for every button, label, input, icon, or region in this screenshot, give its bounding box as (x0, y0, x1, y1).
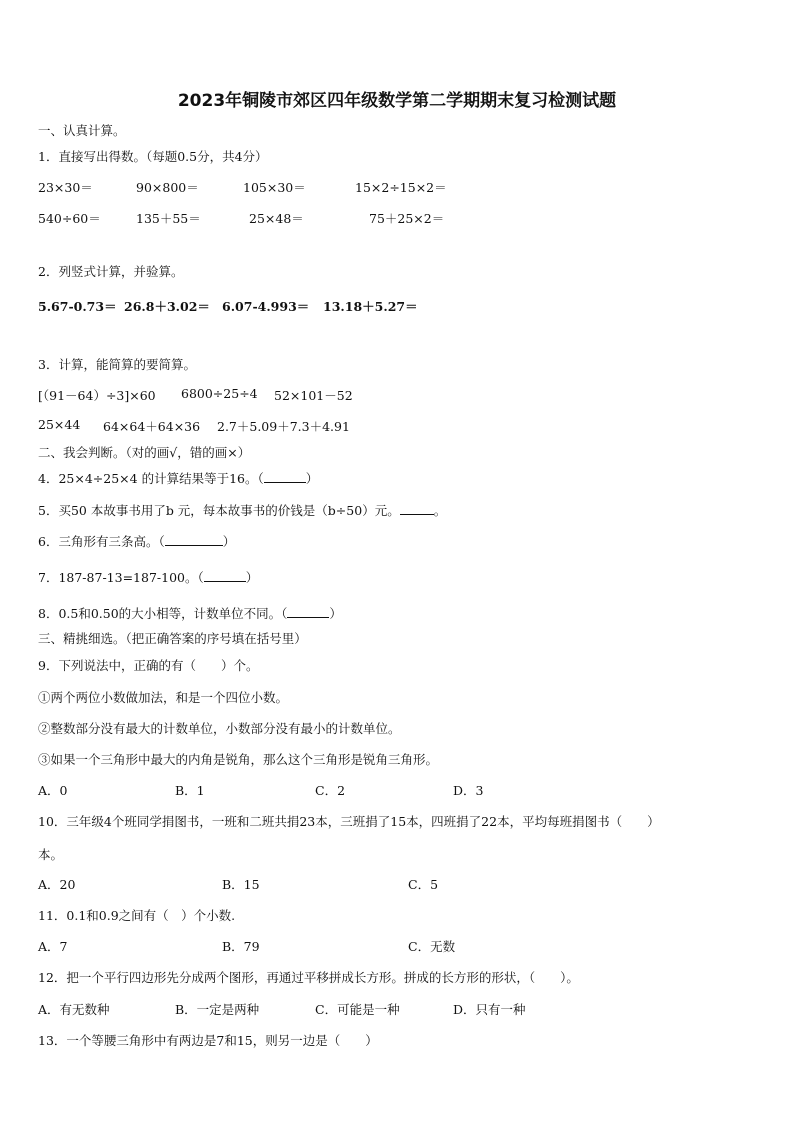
q9-option-d[interactable]: D．3 (453, 783, 484, 798)
question-13-label: 13．一个等腰三角形中有两边是7和15，则另一边是（ ） (38, 1033, 378, 1048)
q1-item: 23×30＝ (38, 180, 93, 195)
q3-item: 52×101－52 (274, 388, 353, 403)
q1-item: 540÷60＝ (38, 211, 101, 226)
question-5-end: 。 (433, 503, 447, 518)
q9-option-c[interactable]: C．2 (315, 783, 346, 798)
question-1-label: 1．直接写出得数。（每题0.5分，共4分） (38, 149, 268, 164)
page-title: 2023年铜陵市郊区四年级数学第二学期期末复习检测试题 (177, 91, 617, 111)
q10-option-c[interactable]: C．5 (408, 877, 439, 892)
q10-option-a[interactable]: A．20 (38, 877, 76, 892)
question-11-label: 11．0.1和0.9之间有（ ）个小数. (38, 908, 236, 923)
answer-blank[interactable] (287, 617, 329, 618)
question-10-label: 10．三年级4个班同学捐图书，一班和二班共捐23本，三班捐了15本，四班捐了22本，平均每班捐图书（ ） (38, 814, 660, 829)
q3-item: 25×44 (38, 417, 81, 432)
q1-item: 135＋55＝ (136, 211, 201, 226)
q1-item: 15×2÷15×2＝ (355, 180, 447, 195)
question-8-end: ） (329, 606, 342, 621)
question-6-end: ） (222, 534, 236, 549)
question-3-label: 3．计算，能简算的要简算。 (38, 357, 196, 372)
question-7-text: 7．187-87-13=187-100。（ (38, 570, 204, 585)
q1-item: 75＋25×2＝ (369, 211, 445, 226)
q11-option-c[interactable]: C．无数 (408, 939, 456, 954)
answer-blank[interactable] (165, 545, 223, 546)
question-8-text: 8．0.5和0.50的大小相等，计数单位不同。（ (38, 606, 288, 621)
q10-option-b[interactable]: B．15 (222, 877, 260, 892)
question-4 (38, 469, 318, 487)
q9-option-b[interactable]: B．1 (175, 783, 205, 798)
q3-item: 2.7＋5.09＋7.3＋4.91 (217, 419, 350, 434)
q9-statement-3: ③如果一个三角形中最大的内角是锐角，那么这个三角形是锐角三角形。 (38, 752, 439, 767)
answer-blank[interactable] (264, 482, 306, 483)
question-12-label: 12．把一个平行四边形先分成两个图形，再通过平移拼成长方形。拼成的长方形的形状，（ ）。 (38, 970, 579, 985)
section-1-heading: 一、认真计算。 (38, 123, 126, 138)
q12-option-a[interactable]: A．有无数种 (38, 1002, 110, 1017)
q9-statement-2: ②整数部分没有最大的计数单位，小数部分没有最小的计数单位。 (38, 721, 401, 736)
question-2-label: 2．列竖式计算，并验算。 (38, 264, 184, 279)
q1-item: 25×48＝ (249, 211, 304, 226)
answer-blank[interactable] (204, 581, 246, 582)
question-6-text: 6．三角形有三条高。（ (38, 534, 165, 549)
question-7 (38, 568, 258, 586)
q11-option-b[interactable]: B．79 (222, 939, 260, 954)
question-5-text: 5．买50 本故事书用了b 元，每本故事书的价钱是（b÷50）元。 (38, 503, 400, 518)
section-3-heading: 三、精挑细选。（把正确答案的序号填在括号里） (38, 631, 307, 646)
question-9-label: 9．下列说法中，正确的有（ ）个。 (38, 658, 259, 673)
q12-option-d[interactable]: D．只有一种 (453, 1002, 526, 1017)
q3-item: 6800÷25÷4 (181, 386, 258, 401)
question-6 (38, 532, 235, 550)
q12-option-c[interactable]: C．可能是一种 (315, 1002, 400, 1017)
q11-option-a[interactable]: A．7 (38, 939, 68, 954)
q3-item: [（91－64）÷3]×60 (38, 388, 156, 403)
q2-item: 5.67-0.73＝ (38, 299, 117, 314)
question-10-cont: 本。 (38, 847, 64, 862)
q12-option-b[interactable]: B．一定是两种 (175, 1002, 260, 1017)
q9-option-a[interactable]: A．0 (38, 783, 68, 798)
section-2-heading: 二、我会判断。（对的画√，错的画×） (38, 445, 251, 460)
question-4-text: 4．25×4÷25×4 的计算结果等于16。（ (38, 471, 264, 486)
q2-item: 26.8＋3.02＝ (124, 299, 210, 314)
question-5 (38, 501, 446, 519)
q9-statement-1: ①两个两位小数做加法，和是一个四位小数。 (38, 690, 289, 705)
question-4-end: ） (305, 471, 319, 486)
q3-item: 64×64＋64×36 (103, 419, 201, 434)
question-7-end: ） (245, 570, 259, 585)
question-8 (38, 604, 342, 622)
answer-blank[interactable] (400, 514, 434, 515)
q1-item: 105×30＝ (243, 180, 306, 195)
q2-item: 13.18＋5.27＝ (323, 299, 418, 314)
q2-item: 6.07-4.993＝ (222, 299, 310, 314)
q1-item: 90×800＝ (136, 180, 199, 195)
